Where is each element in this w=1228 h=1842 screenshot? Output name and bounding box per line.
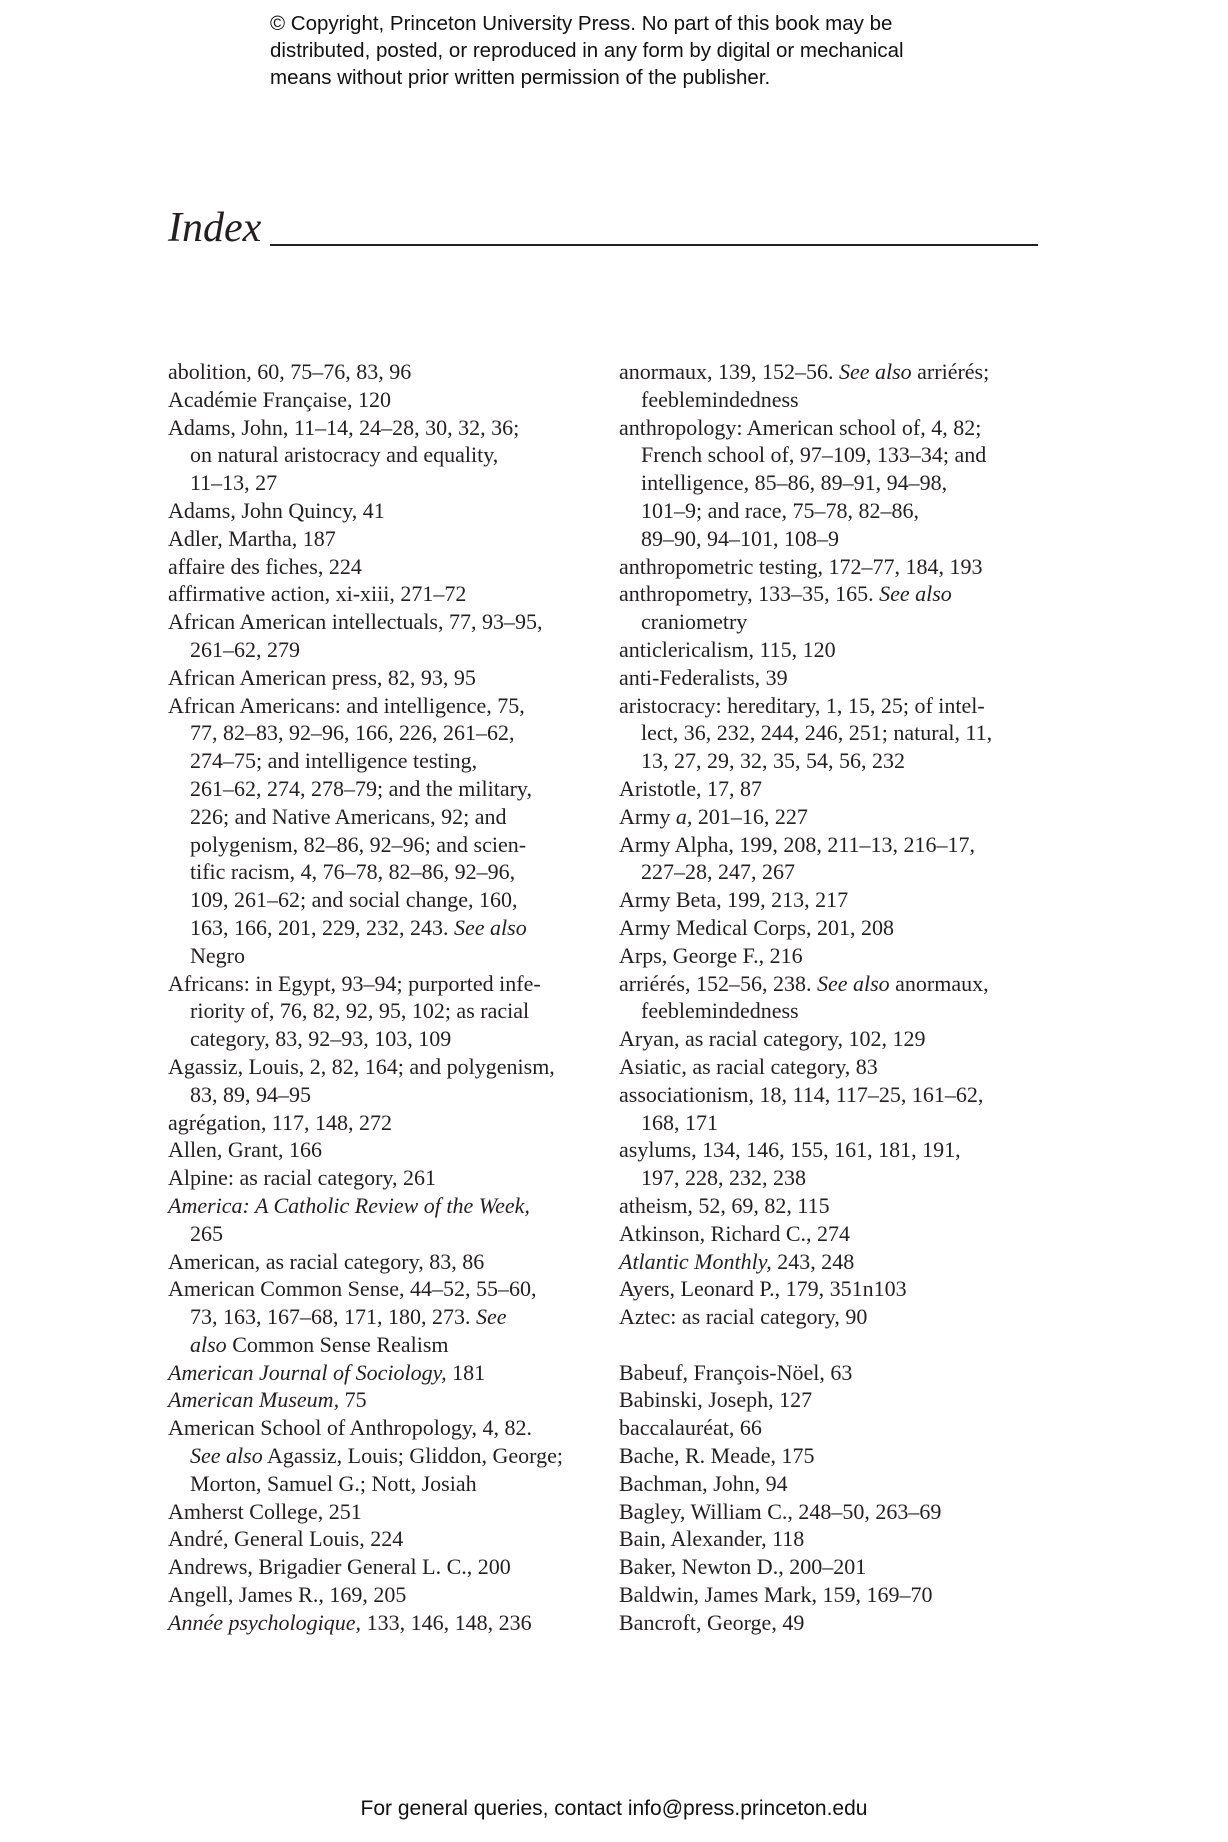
index-entry-text: American School of Anthropology, 4, 82. (168, 1415, 532, 1441)
index-entry (619, 831, 1049, 859)
index-entry-text: Arps, George F., 216 (619, 942, 803, 968)
index-entry (168, 1386, 598, 1414)
index-entry (168, 914, 598, 942)
index-entry (619, 414, 1049, 442)
index-entry-text: arriérés, 152–56, 238. (619, 970, 812, 996)
index-entry (168, 1025, 598, 1053)
title-rule (270, 244, 1038, 246)
index-entry-text: anti-Federalists, 39 (619, 664, 788, 690)
index-entry (619, 692, 1049, 720)
index-entry (619, 636, 1049, 664)
index-entry-text: Baldwin, James Mark, 159, 169–70 (619, 1582, 933, 1608)
index-entry (619, 803, 1049, 831)
index-entry-text: Aztec: as racial category, 90 (619, 1304, 868, 1330)
index-entry-text: polygenism, 82–86, 92–96; and scien- (190, 831, 527, 857)
index-entry-text: 261–62, 279 (190, 636, 300, 662)
index-entry-text: Adler, Martha, 187 (168, 525, 336, 551)
copyright-line: © Copyright, Princeton University Press. No part of this book may be (270, 12, 893, 35)
index-entry (619, 497, 1049, 525)
index-entry-italic: Année psychologique, (168, 1609, 362, 1635)
index-entry (168, 414, 598, 442)
index-entry (619, 525, 1049, 553)
index-entry (168, 970, 598, 998)
index-entry (168, 1164, 598, 1192)
index-entry (168, 886, 598, 914)
copyright-line: distributed, posted, or reproduced in any form by digital or mechanical (270, 39, 904, 62)
index-entry-text: baccalauréat, 66 (619, 1415, 762, 1441)
index-entry (619, 775, 1049, 803)
index-entry-italic: also (190, 1331, 227, 1357)
index-entry-text: Bagley, William C., 248–50, 263–69 (619, 1498, 942, 1524)
index-entry-text: Andrews, Brigadier General L. C., 200 (168, 1554, 511, 1580)
index-entry (168, 942, 598, 970)
index-entry-italic: See also (190, 1443, 263, 1469)
index-entry (619, 1081, 1049, 1109)
index-entry-italic: See also (454, 914, 527, 940)
index-entry (619, 1414, 1049, 1442)
index-entry-text: Ayers, Leonard P., 179, 351n103 (619, 1276, 907, 1302)
index-entry-text: Babeuf, François-Nöel, 63 (619, 1359, 853, 1385)
index-entry-text: Aryan, as racial category, 102, 129 (619, 1026, 926, 1052)
index-entry-text: 274–75; and intelligence testing, (190, 748, 478, 774)
index-entry-text: Adams, John, 11–14, 24–28, 30, 32, 36; (168, 414, 520, 440)
index-entry-text: lect, 36, 232, 244, 246, 251; natural, 11, (641, 720, 993, 746)
index-entry-text: André, General Louis, 224 (168, 1526, 404, 1552)
index-entry-text: 89–90, 94–101, 108–9 (641, 525, 839, 551)
index-entry-italic: American Museum, (168, 1387, 340, 1413)
index-entry-text: Army Alpha, 199, 208, 211–13, 216–17, (619, 831, 976, 857)
index-entry (168, 1053, 598, 1081)
index-entry (168, 1414, 598, 1442)
index-entry-text: Army Beta, 199, 213, 217 (619, 887, 849, 913)
index-entry (168, 1609, 598, 1637)
index-entry-text: 181 (452, 1359, 486, 1385)
index-entry-text: 265 (190, 1220, 223, 1246)
index-entry-text: affirmative action, xi-xiii, 271–72 (168, 581, 467, 607)
index-entry (168, 747, 598, 775)
index-entry (619, 664, 1049, 692)
index-entry-text: Bache, R. Meade, 175 (619, 1443, 815, 1469)
index-entry (168, 1220, 598, 1248)
index-entry-text: 11–13, 27 (190, 470, 278, 496)
index-entry (168, 692, 598, 720)
index-entry (619, 858, 1049, 886)
index-entry-text: 101–9; and race, 75–78, 82–86, (641, 497, 919, 523)
index-entry (168, 553, 598, 581)
index-entry (168, 1359, 598, 1387)
index-entry (168, 469, 598, 497)
index-entry-text: African American intellectuals, 77, 93–95, (168, 609, 543, 635)
index-entry-text: Bain, Alexander, 118 (619, 1526, 805, 1552)
index-entry-text: aristocracy: hereditary, 1, 15, 25; of intel- (619, 692, 985, 718)
index-gap (619, 1331, 1049, 1359)
index-entry-text: Africans: in Egypt, 93–94; purported infe- (168, 970, 541, 996)
index-entry-text: affaire des fiches, 224 (168, 553, 362, 579)
index-entry-text: feeblemindedness (641, 998, 799, 1024)
index-entry-text: Common Sense Realism (232, 1331, 449, 1357)
index-entry (168, 1470, 598, 1498)
index-entry-text: abolition, 60, 75–76, 83, 96 (168, 359, 412, 384)
index-entry (619, 608, 1049, 636)
index-entry (619, 1609, 1049, 1637)
index-entry-italic: See (476, 1304, 507, 1330)
index-entry-text: associationism, 18, 114, 117–25, 161–62, (619, 1081, 984, 1107)
index-entry (619, 1303, 1049, 1331)
index-entry-text: Académie Française, 120 (168, 386, 391, 412)
index-entry-text: 77, 82–83, 92–96, 166, 226, 261–62, (190, 720, 515, 746)
index-entry (168, 608, 598, 636)
index-entry (619, 1136, 1049, 1164)
index-entry (168, 1331, 598, 1359)
index-entry-text: 109, 261–62; and social change, 160, (190, 887, 518, 913)
index-entry-text: Army Medical Corps, 201, 208 (619, 914, 894, 940)
index-entry-italic: See also (879, 581, 952, 607)
index-entry-text: feeblemindedness (641, 386, 799, 412)
index-entry (619, 469, 1049, 497)
index-entry (619, 719, 1049, 747)
index-entry (619, 1553, 1049, 1581)
index-entry-text: 75 (344, 1387, 367, 1413)
index-entry (168, 580, 598, 608)
index-entry (168, 775, 598, 803)
index-entry (168, 525, 598, 553)
copyright-line: means without prior written permission of the publisher. (270, 66, 771, 89)
index-entry (619, 970, 1049, 998)
index-entry (168, 1192, 598, 1220)
index-entry-text: Agassiz, Louis; Gliddon, George; (267, 1443, 563, 1469)
index-entry-text: African American press, 82, 93, 95 (168, 664, 476, 690)
index-entry (168, 636, 598, 664)
index-entry (168, 664, 598, 692)
index-entry (619, 1053, 1049, 1081)
index-entry (168, 1498, 598, 1526)
index-entry-text: 168, 171 (641, 1109, 718, 1135)
index-entry-text: 133, 146, 148, 236 (366, 1609, 532, 1635)
index-entry (168, 1303, 598, 1331)
index-entry-text: African Americans: and intelligence, 75, (168, 692, 525, 718)
index-entry (619, 942, 1049, 970)
index-entry-text: intelligence, 85–86, 89–91, 94–98, (641, 470, 948, 496)
index-entry-text: 73, 163, 167–68, 171, 180, 273. (190, 1304, 471, 1330)
index-entry-text: anthropology: American school of, 4, 82; (619, 414, 982, 440)
index-entry (168, 831, 598, 859)
index-entry-text: 197, 228, 232, 238 (641, 1165, 806, 1191)
index-entry-text: craniometry (641, 609, 748, 635)
index-entry-text: riority of, 76, 82, 92, 95, 102; as racial (190, 998, 530, 1024)
index-entry (168, 858, 598, 886)
index-entry (619, 914, 1049, 942)
index-entry-text: French school of, 97–109, 133–34; and (641, 442, 987, 468)
index-entry-text: Angell, James R., 169, 205 (168, 1582, 407, 1608)
index-entry (619, 1498, 1049, 1526)
index-entry (168, 1081, 598, 1109)
page-title: Index (168, 205, 262, 251)
index-entry-text: tific racism, 4, 76–78, 82–86, 92–96, (190, 859, 516, 885)
index-entry-text: 243, 248 (777, 1248, 855, 1274)
index-entry (619, 886, 1049, 914)
index-entry (619, 1164, 1049, 1192)
index-entry (168, 441, 598, 469)
index-entry-text: American, as racial category, 83, 86 (168, 1248, 485, 1274)
index-entry (619, 1386, 1049, 1414)
index-entry-text: Aristotle, 17, 87 (619, 775, 762, 801)
index-entry (619, 580, 1049, 608)
index-entry-text: Adams, John Quincy, 41 (168, 497, 385, 523)
index-entry (619, 358, 1049, 386)
index-entry-text: 83, 89, 94–95 (190, 1081, 311, 1107)
index-entry (168, 358, 598, 386)
index-column-right (619, 358, 1049, 1637)
index-entry (168, 1553, 598, 1581)
index-entry-text: agrégation, 117, 148, 272 (168, 1109, 393, 1135)
index-entry (619, 1025, 1049, 1053)
index-entry-text: 201–16, 227 (697, 803, 808, 829)
index-entry-text: Alpine: as racial category, 261 (168, 1165, 436, 1191)
index-entry-text: Army (619, 803, 671, 829)
index-entry-text: anthropometric testing, 172–77, 184, 193 (619, 553, 983, 579)
index-entry (168, 803, 598, 831)
index-entry-italic: America: A Catholic Review of the Week, (168, 1192, 530, 1218)
index-entry (168, 1442, 598, 1470)
index-entry (168, 1248, 598, 1276)
index-entry (168, 386, 598, 414)
index-entry-text: Babinski, Joseph, 127 (619, 1387, 813, 1413)
index-entry (619, 1470, 1049, 1498)
index-entry-text: Asiatic, as racial category, 83 (619, 1053, 878, 1079)
index-entry (619, 1220, 1049, 1248)
index-entry-text: anticlericalism, 115, 120 (619, 636, 836, 662)
index-entry (619, 1525, 1049, 1553)
index-entry (619, 1192, 1049, 1220)
index-entry (619, 1248, 1049, 1276)
index-entry-text: anormaux, (895, 970, 989, 996)
index-entry-text: Bachman, John, 94 (619, 1470, 788, 1496)
index-entry (619, 553, 1049, 581)
index-entry (168, 1525, 598, 1553)
index-entry (619, 386, 1049, 414)
index-entry-text: category, 83, 92–93, 103, 109 (190, 1026, 452, 1052)
index-entry (168, 1581, 598, 1609)
index-entry-italic: Atlantic Monthly, (619, 1248, 772, 1274)
index-entry-text: asylums, 134, 146, 155, 161, 181, 191, (619, 1137, 961, 1163)
index-entry-text: anthropometry, 133–35, 165. (619, 581, 874, 607)
index-entry (619, 1442, 1049, 1470)
index-entry-text: 163, 166, 201, 229, 232, 243. (190, 914, 449, 940)
index-entry (619, 747, 1049, 775)
index-entry-text: Bancroft, George, 49 (619, 1609, 805, 1635)
copyright-notice (270, 10, 1030, 91)
index-entry (168, 1136, 598, 1164)
index-entry (619, 1109, 1049, 1137)
index-entry-text: on natural aristocracy and equality, (190, 442, 499, 468)
index-entry-text: Morton, Samuel G.; Nott, Josiah (190, 1470, 477, 1496)
index-entry-text: Amherst College, 251 (168, 1498, 362, 1524)
index-entry (168, 497, 598, 525)
index-entry (168, 997, 598, 1025)
index-entry-text: 13, 27, 29, 32, 35, 54, 56, 232 (641, 748, 905, 774)
index-entry-italic: See also (838, 359, 912, 384)
index-entry-text: arriérés; (917, 359, 990, 384)
index-entry-italic: See also (816, 970, 890, 996)
index-entry-text: 227–28, 247, 267 (641, 859, 795, 885)
index-entry-text: American Common Sense, 44–52, 55–60, (168, 1276, 537, 1302)
index-entry (168, 1275, 598, 1303)
index-entry-text: 226; and Native Americans, 92; and (190, 803, 507, 829)
index-entry-text: anormaux, 139, 152–56. (619, 359, 834, 384)
index-entry-text: Baker, Newton D., 200–201 (619, 1554, 867, 1580)
index-entry-text: Atkinson, Richard C., 274 (619, 1220, 850, 1246)
index-entry (168, 1109, 598, 1137)
index-entry-text: 261–62, 274, 278–79; and the military, (190, 775, 532, 801)
index-entry-text: Negro (190, 942, 245, 968)
index-entry-italic: American Journal of Sociology, (168, 1359, 447, 1385)
footer-contact: For general queries, contact info@press.princeton.edu (360, 1797, 868, 1820)
index-entry-text: atheism, 52, 69, 82, 115 (619, 1192, 830, 1218)
index-entry (619, 1359, 1049, 1387)
index-entry-italic: a, (675, 803, 693, 829)
index-entry (619, 1581, 1049, 1609)
index-entry (619, 1275, 1049, 1303)
index-column-left (168, 358, 598, 1637)
index-entry (168, 719, 598, 747)
index-entry (619, 441, 1049, 469)
index-entry (619, 997, 1049, 1025)
index-entry-text: Agassiz, Louis, 2, 82, 164; and polygenism, (168, 1053, 555, 1079)
index-entry-text: Allen, Grant, 166 (168, 1137, 322, 1163)
